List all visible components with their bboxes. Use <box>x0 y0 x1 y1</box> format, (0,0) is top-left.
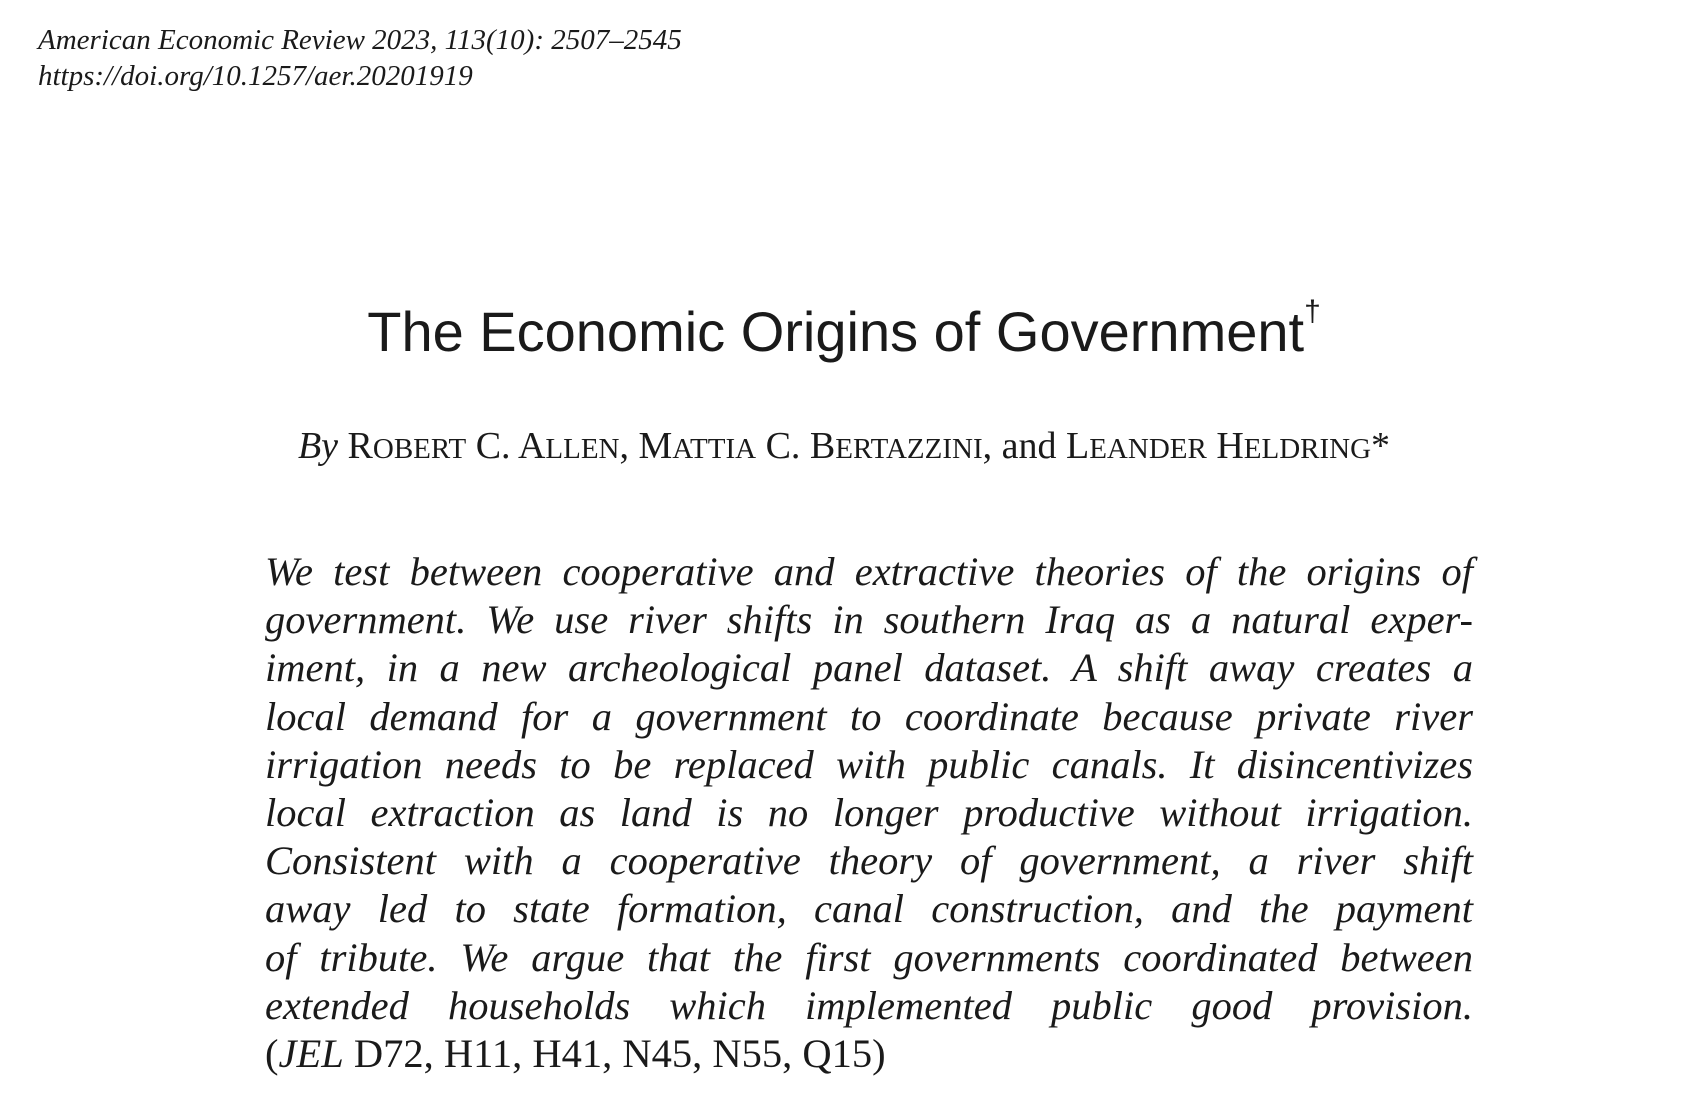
abstract <box>265 548 1473 1078</box>
author-conjunction: , and <box>982 425 1066 467</box>
title-footnote-mark[interactable]: † <box>1304 295 1321 328</box>
abstract-line: We test between cooperative and extractive theories of the origins of <box>265 549 1473 594</box>
paper-title <box>0 295 1688 366</box>
author-1: ROBERT C. ALLEN <box>347 425 620 467</box>
abstract-line: local demand for a government to coordinate because private river <box>265 693 1473 739</box>
abstract-line: extended households which implemented public good provision. <box>265 982 1473 1028</box>
journal-header <box>38 22 682 94</box>
doi-link[interactable]: https://doi.org/10.1257/aer.20201919 <box>38 60 473 92</box>
abstract-line: iment, in a new archeological panel dataset. A shift away creates a <box>265 645 1473 691</box>
paper-title-text: The Economic Origins of Government <box>367 300 1305 363</box>
jel-label: JEL <box>278 1031 344 1077</box>
abstract-line: Consistent with a cooperative theory of government, a river shift <box>265 838 1473 884</box>
author-2: MATTIA C. BERTAZZINI <box>638 425 983 467</box>
abstract-line: of tribute. We argue that the first governments coordinated between <box>265 934 1473 980</box>
jel-code-list: D72, H11, H41, N45, N55, Q15 <box>343 1031 873 1077</box>
author-footnote-mark[interactable]: * <box>1371 425 1391 467</box>
jel-codes: (JEL D72, H11, H41, N45, N55, Q15) <box>265 1031 886 1077</box>
abstract-line: local extraction as land is no longer productive without irrigation. <box>265 790 1473 836</box>
author-byline <box>0 422 1688 473</box>
byline-by: By <box>297 425 339 467</box>
journal-citation: American Economic Review 2023, 113(10): 2507–2545 <box>38 24 682 56</box>
author-3: LEANDER HELDRING <box>1066 425 1372 467</box>
author-separator: , <box>619 425 639 467</box>
abstract-line: away led to state formation, canal construction, and the payment <box>265 886 1473 932</box>
abstract-line: government. We use river shifts in southern Iraq as a natural exper- <box>265 597 1473 643</box>
abstract-line: irrigation needs to be replaced with public canals. It disincentivizes <box>265 741 1473 787</box>
